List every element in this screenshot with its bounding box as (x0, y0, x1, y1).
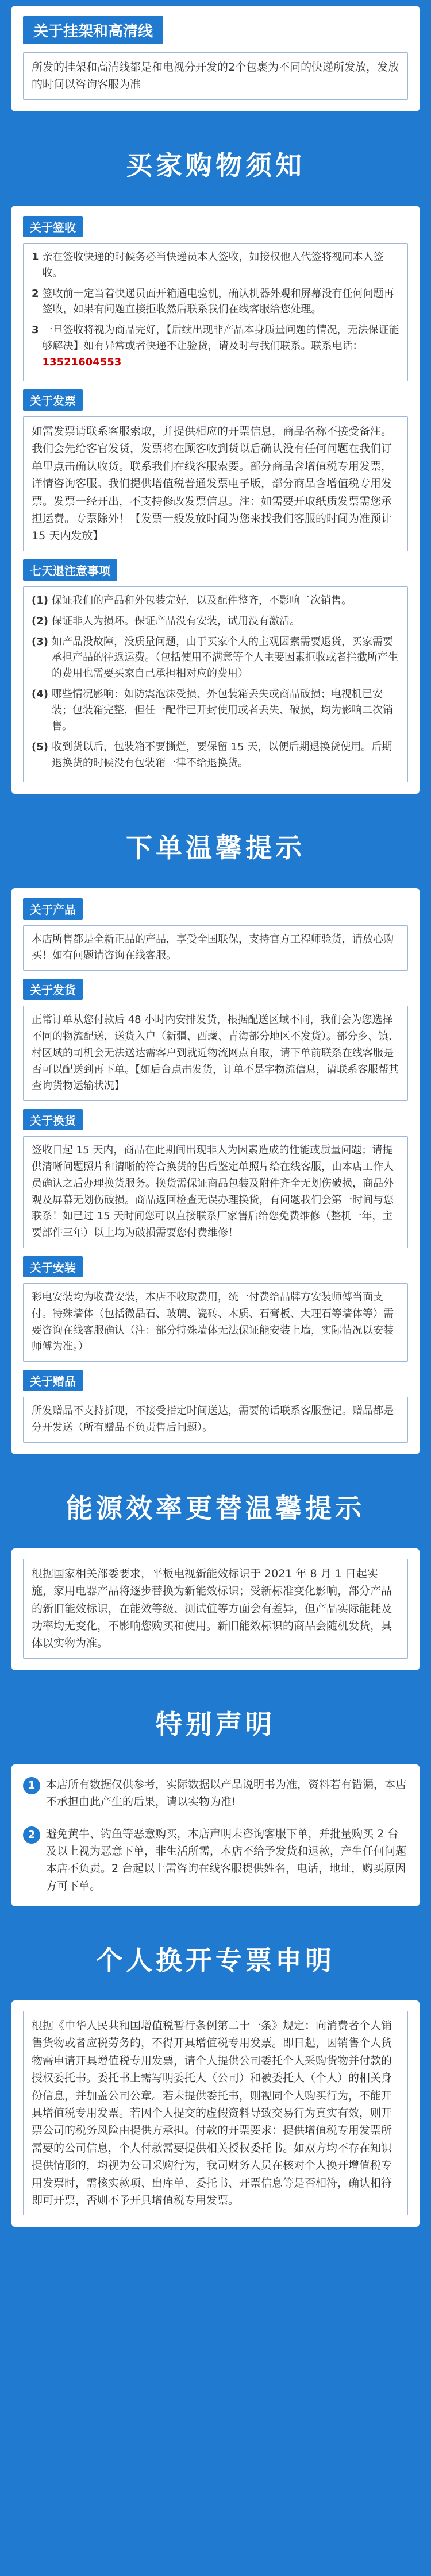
special-title: 特别声明 (156, 1708, 275, 1740)
order-tip-text: 彩电安装均为收费安装，本店不收取费用，统一付费给品牌方安装师傅当面支付。特殊墙体（包括微晶石、玻璃、瓷砖、木质、石膏板、大理石等墙体等）需要咨询在线客服确认（注：部分特殊墙体无法保证能安装上墙，实际情况以安装师傅为准。） (23, 1283, 408, 1362)
sign-box (23, 243, 408, 381)
page (0, 6, 431, 2259)
special-item (17, 1769, 414, 1818)
special-card (11, 1764, 420, 1906)
return-item-text: 如产品没故障，没质量问题，由于买家个人的主观因素需要退货，买家需要承担产品的往返运费。（包括使用不满意等个人主要因素拒收或者拦截所产生的费用也需要买家自己承担相对应的费用） (51, 635, 398, 680)
sign-item-number: 2 (32, 287, 39, 300)
order-tip-text: 签收日起 15 天内，商品在此期间出现非人为因素造成的性能或质量问题；请提供清晰问题照片和清晰的符合换货的售后鉴定单照片给在线客服，由本店工作人员确认之后办理换货服务。换货需保证商品包装及附件齐全无划伤破损，商品外观及屏幕无划伤破损。商品返回检查无误办理换货，有问题我们会第一时间与您联系！如已过 15 天时间您可以直接联系厂家售后给您免费维修（整机一年，主要部件三年）以上均为破损需要您付费维修！ (23, 1136, 408, 1248)
order-tip-label: 关于发货 (23, 979, 83, 1000)
return-item-number: (2) (32, 615, 48, 627)
return-item-number: (5) (32, 740, 48, 753)
invoice-title: 关于发票 (23, 389, 83, 411)
sign-item-text: 亲在签收快递的时候务必当快递员本人签收，如接权他人代签将视同本人签收。 (42, 250, 384, 279)
order-tip-block (23, 1256, 408, 1362)
order-tip-label: 关于安装 (23, 1256, 83, 1277)
vat-title: 个人换开专票申明 (96, 1945, 335, 1976)
sign-title: 关于签收 (23, 216, 83, 237)
order-tip-label: 关于产品 (23, 898, 83, 920)
order-tip-block (23, 1370, 408, 1443)
hanger-card (11, 6, 420, 111)
energy-title: 能源效率更替温馨提示 (66, 1492, 365, 1524)
return-item-number: (1) (32, 594, 48, 607)
return-item-text: 保证非人为损坏。保证产品没有安装，试用没有激活。 (51, 615, 300, 627)
energy-text: 根据国家相关部委要求，平板电视新能效标识于 2021 年 8 月 1 日起实施，家用电器产品将逐步替换为新能效标识；受新标准变化影响，部分产品的新旧能效标识，在能效等级、测试值等方面会有差异，但产品实际能耗及功率均无变化，不影响您购买和使用。新旧能效标识的商品会随机发货，具体以实物为准。 (23, 1559, 408, 1659)
order-tip-block (23, 979, 408, 1101)
sign-item-number: 3 (32, 324, 39, 337)
order-tip-text: 本店所售都是全新正品的产品，享受全国联保，支持官方工程师验货，请放心购买！如有问题请咨询在线客服。 (23, 925, 408, 971)
invoice-text: 如需发票请联系客服索取，并提供相应的开票信息，商品名称不接受备注。我们会先给客官发货，发票将在顾客收到货以后确认没有任何问题在我们订单里点击确认收货。联系我们在线客服索要。部分商品含增值税专用发票，详情咨询客服。我们提供增值税普通发票电子版，部分商品含增值税专用发票。发票一经开出，不支持修改发票信息。注：如需要开取纸质发票需您承担运费。专票除外！【发票一般发放时间为您来找我们客服的时间为准预计 15 天内发放】 (23, 416, 408, 551)
sign-item (32, 286, 399, 318)
order-tip-label: 关于换货 (23, 1109, 83, 1130)
order-tip-text: 正常订单从您付款后 48 小时内安排发货，根据配送区域不同，我们会为您选择不同的物流配送，送货入户（新疆、西藏、青海部分地区不发货）。部分乡、镇、村区域的司机会无法送达需客户到就近物流网点自取，请下单前联系在线客服是否可以配送到再下单。【如后台点击发货，订单不是字物流信息，请联系客服帮其查询货物运输状况】 (23, 1006, 408, 1101)
special-item (17, 1818, 414, 1902)
special-item-text: 本店所有数据仅供参考，实际数据以产品说明书为准，资料若有错漏，本店不承担由此产生的后果，请以实物为准! (46, 1778, 407, 1809)
return-item (32, 634, 399, 682)
vat-text: 根据《中华人民共和国增值税暂行条例第二十一条》规定：向消费者个人销售货物或者应税劳务的，不得开具增值税专用发票。即日起，因销售个人货物需申请开具增值税专用发票，请个人提供公司委托个人采购货物并付款的授权委托书。委托书上需写明委托人（公司）和被委托人（个人）的相关身份信息，并加盖公司公章。若未提供委托书，则视同个人购买行为，不能开具增值税专用发票。若因个人提交的虚假资料导致交易行为真实有效，则开票公司的税务风险由提供方承担。付款的开票要求：提供增值税专用发票所需要的公司信息，个人付款需要提供相关授权委托书。如双方均不存在知识提供情形的，均视为公司采购行为，我司财务人员在核对个人换开增值税专用发票时，需核实款项、出库单、委托书、开票信息等是否相符，确认相符即可开票，否则不予开具增值税专用发票。 (23, 2011, 408, 2215)
special-item-number: 2 (23, 1826, 40, 1844)
return-box (23, 586, 408, 782)
return-item (32, 686, 399, 735)
energy-card (11, 1548, 420, 1670)
sign-item (32, 322, 399, 370)
return-item-number: (3) (32, 635, 48, 648)
return-item (32, 739, 399, 771)
return-item (32, 593, 399, 609)
special-item-number: 1 (23, 1777, 40, 1794)
hanger-text: 所发的挂架和高清线都是和电视分开发的2个包裹为不同的快递所发放，发放的时间以咨询客服为准 (23, 52, 408, 100)
return-item-text: 保证我们的产品和外包装完好，以及配件整齐，不影响二次销售。 (51, 594, 352, 607)
sign-item-text (43, 322, 399, 370)
sign-item (32, 249, 399, 281)
order-tips-card (11, 888, 420, 1454)
sign-item-text: 签收前一定当着快递员面开箱通电验机，确认机器外观和屏幕没有任何问题再签收，如果有问题直接拒收然后联系我们在线客服给您处理。 (42, 287, 394, 316)
vat-card (11, 2000, 420, 2227)
order-tip-block (23, 898, 408, 971)
sign-item-number: 1 (32, 250, 39, 263)
order-tip-block (23, 1109, 408, 1248)
return-item-text: 哪些情况影响：如防震泡沫受损、外包装箱丢失或商品破损；电视机已安装；包装箱完整，但任一配件已开封使用或者丢失、破损，均为影响二次销售。 (51, 688, 393, 732)
contact-phone: 13521604553 (42, 356, 122, 369)
return-item-text: 收到货以后，包装箱不要撕烂，要保留 15 天，以便后期退换货使用。后期退换货的时候没有包装箱一律不给退换货。 (51, 740, 392, 769)
return-title: 七天退注意事项 (23, 559, 117, 581)
return-item-number: (4) (32, 688, 48, 701)
special-item-text: 避免黄牛、钓鱼等恶意购买，本店声明未咨询客服下单，并批量购买 2 台及以上视为恶意下单，非生活所需，本店不给予发货和退款，产生任何问题本店不负责。2 台起以上需咨询在线客服提供姓名，电话，地址，购买原因方可下单。 (46, 1827, 407, 1893)
purchase-title: 买家购物须知 (126, 149, 305, 181)
hanger-title: 关于挂架和高清线 (23, 16, 163, 44)
order-tips-title: 下单温馨提示 (126, 832, 305, 863)
sign-item-body: 一旦签收将视为商品完好，【后续出现非产品本身质量问题的情况，无法保证能够解决】如有异常或者快递不让验货，请及时与我们联系。联系电话： (42, 324, 399, 353)
order-tip-label: 关于赠品 (23, 1370, 83, 1391)
order-tip-text: 所发赠品不支持折现，不接受指定时间送达，需要的话联系客服登记。赠品都是分开发送（所有赠品不负责售后问题）。 (23, 1397, 408, 1443)
purchase-card (11, 206, 420, 794)
return-item (32, 613, 399, 629)
